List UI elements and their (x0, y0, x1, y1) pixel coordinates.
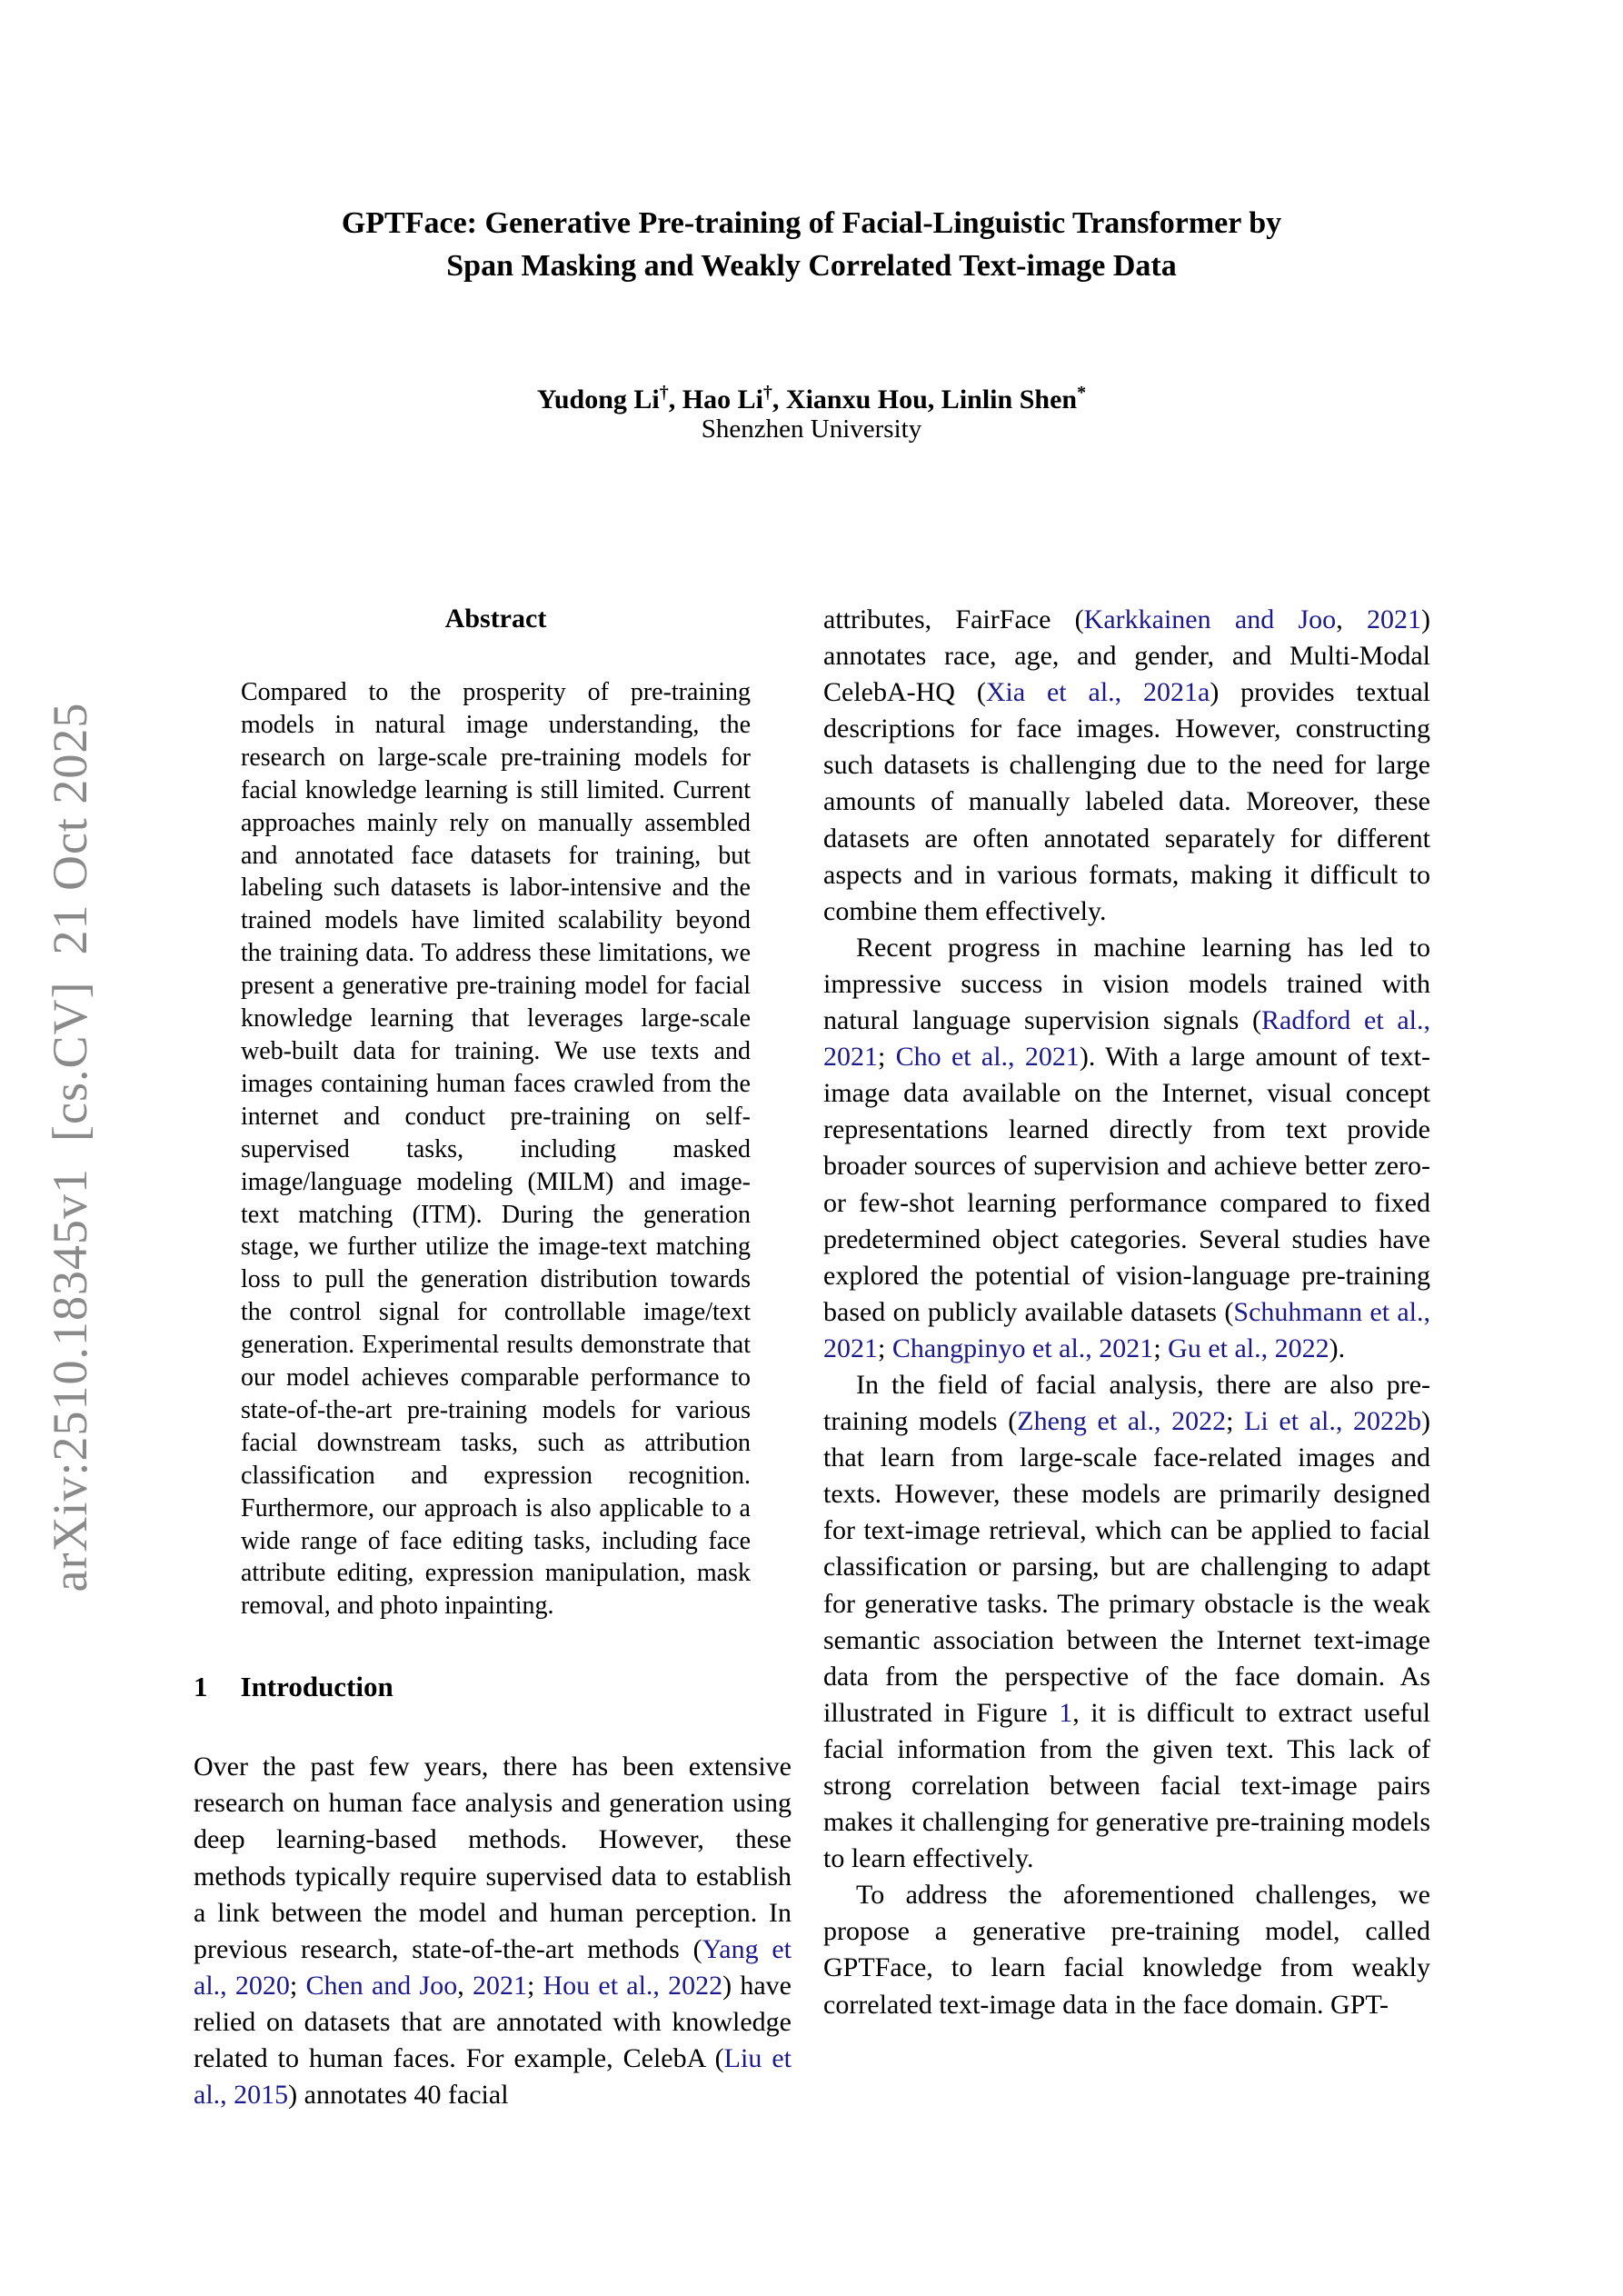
text-segment: ; (289, 1970, 306, 2001)
body-paragraph (823, 930, 1430, 1367)
paper-title-line2: Span Masking and Weakly Correlated Text-image Data (446, 249, 1177, 283)
citation-link[interactable]: Gu et al., 2022 (1168, 1333, 1329, 1363)
text-segment: ) annotates race, age, and gender, and Multi-Modal CelebA-HQ ( (823, 604, 1430, 708)
author-footnote-mark: * (1077, 383, 1087, 403)
paper-title (0, 202, 1623, 287)
citation-link[interactable]: Chen and Joo (305, 1970, 458, 2001)
text-segment: ; (1153, 1333, 1169, 1363)
text-segment: Yudong Li (536, 384, 660, 414)
arxiv-watermark: arXiv:2510.18345v1 [cs.CV] 21 Oct 2025 (43, 702, 97, 1592)
intro-paragraph (194, 1749, 792, 2113)
text-segment: , it is difficult to extract useful facial information from the given text. This lack of strong correlation between facial text-image pairs makes it challenging for generative pre-training models to learn effectively. (823, 1697, 1430, 1874)
author-footnote-mark: † (762, 383, 772, 403)
text-segment: ). (1329, 1333, 1346, 1363)
author-line (0, 373, 1623, 420)
text-segment: To address the aforementioned challenges, we propose a generative pre-training model, called GPTFace, to learn facial knowledge from weakly correlated text-image data in the face domain. GPT- (823, 1880, 1430, 2020)
citation-link[interactable]: Karkkainen and Joo (1083, 604, 1337, 634)
author-footnote-mark: † (659, 383, 669, 403)
citation-link[interactable]: Liu et al., 2015 (194, 2043, 792, 2111)
citation-link[interactable]: Schuhmann et al., 2021 (823, 1296, 1430, 1363)
citation-link[interactable]: 1 (1059, 1697, 1073, 1728)
right-column (823, 591, 1430, 2023)
text-segment: , Hao Li (668, 384, 763, 414)
text-segment: ) provides textual descriptions for face images. However, constructing such datasets is challenging due to the need for large amounts of manually labeled data. Moreover, these datasets are often annotated separately for different aspects and in various formats, making it difficult to combine them effectively. (823, 677, 1430, 926)
section-title: Introduction (240, 1671, 393, 1703)
citation-link[interactable]: Li et al., 2022b (1244, 1406, 1421, 1437)
abstract-heading: Abstract (444, 604, 547, 634)
body-paragraph (823, 602, 1430, 930)
text-segment: ; (878, 1042, 896, 1073)
section-heading-introduction (194, 1671, 792, 1703)
left-column (194, 591, 792, 2113)
text-segment: ). With a large amount of text-image data available on the Internet, visual concept representations learned directly from text provide broader sources of supervision and achieve better zero- or few-shot learning performance compared to fixed predetermined object categories. Several studies have explored the potential of vision-language pre-training based on publicly available datasets ( (823, 1042, 1430, 1327)
citation-link[interactable]: Radford et al., 2021 (823, 1005, 1430, 1073)
text-segment: ) have relied on datasets that are annotated with knowledge related to human faces. For example, CelebA ( (194, 1970, 792, 2074)
citation-link[interactable]: Yang et al., 2020 (194, 1933, 792, 2001)
text-segment: ) that learn from large-scale face-related images and texts. However, these models are primarily designed for text-image retrieval, which can be applied to facial classification or parsing, but are challenging to adapt for generative tasks. The primary obstacle is the weak semantic association between the Internet text-image data from the perspective of the face domain. As illustrated in Figure (823, 1406, 1430, 1728)
text-segment: , (457, 1970, 473, 2001)
text-segment: ) annotates 40 facial (288, 2080, 509, 2111)
citation-link[interactable]: Changpinyo et al., 2021 (891, 1333, 1154, 1363)
paper-title-line1: GPTFace: Generative Pre-training of Facial-Linguistic Transformer by (341, 206, 1282, 240)
citation-link[interactable]: Cho et al., 2021 (895, 1042, 1080, 1073)
citation-link[interactable]: 2021 (1366, 604, 1421, 634)
section-number: 1 (194, 1671, 208, 1703)
text-segment: , Xianxu Hou, Linlin Shen (772, 384, 1078, 414)
text-segment: Recent progress in machine learning has led to impressive success in vision models trained with natural language supervision signals ( (823, 932, 1430, 1036)
citation-link[interactable]: Hou et al., 2022 (543, 1970, 723, 2001)
body-paragraph (823, 1367, 1430, 1877)
text-segment: ; (1226, 1406, 1245, 1437)
abstract-text: Compared to the prosperity of pre-training models in natural image understanding, the research on large-scale pre-training models for facial knowledge learning is still limited. Current approaches mainly rely on manually assembled and annotated face datasets for training, but labeling such datasets is labor-intensive and the trained models have limited scalability beyond the training data. To address these limitations, we present a generative pre-training model for facial knowledge learning that leverages large-scale web-built data for training. We use texts and images containing human faces crawled from the internet and conduct pre-training on self-supervised tasks, including masked image/language modeling (MILM) and image-text matching (ITM). During the generation stage, we further utilize the image-text matching loss to pull the generation distribution towards the control signal for controllable image/text generation. Experimental results demonstrate that our model achieves comparable performance to state-of-the-art pre-training models for various facial downstream tasks, such as attribution classification and expression recognition. Furthermore, our approach is also applicable to a wide range of face editing tasks, including face attribute editing, expression manipulation, mask removal, and photo inpainting. (241, 678, 751, 1621)
text-segment: ; (878, 1333, 892, 1363)
text-segment: , (1336, 604, 1367, 634)
text-segment: Over the past few years, there has been extensive research on human face analysis and generation using deep learning-based methods. However, these methods typically require supervised data to establish a link between the model and human perception. In previous research, state-of-the-art methods ( (194, 1752, 792, 1964)
text-segment: In the field of facial analysis, there are also pre-training models ( (823, 1369, 1430, 1437)
text-segment: attributes, FairFace ( (823, 604, 1084, 634)
affiliation: Shenzhen University (701, 414, 922, 444)
body-paragraph (823, 1877, 1430, 2022)
citation-link[interactable]: 2021 (472, 1970, 527, 2001)
citation-link[interactable]: Zheng et al., 2022 (1017, 1406, 1227, 1437)
citation-link[interactable]: Xia et al., 2021a (985, 677, 1210, 708)
text-segment: ; (526, 1970, 543, 2001)
